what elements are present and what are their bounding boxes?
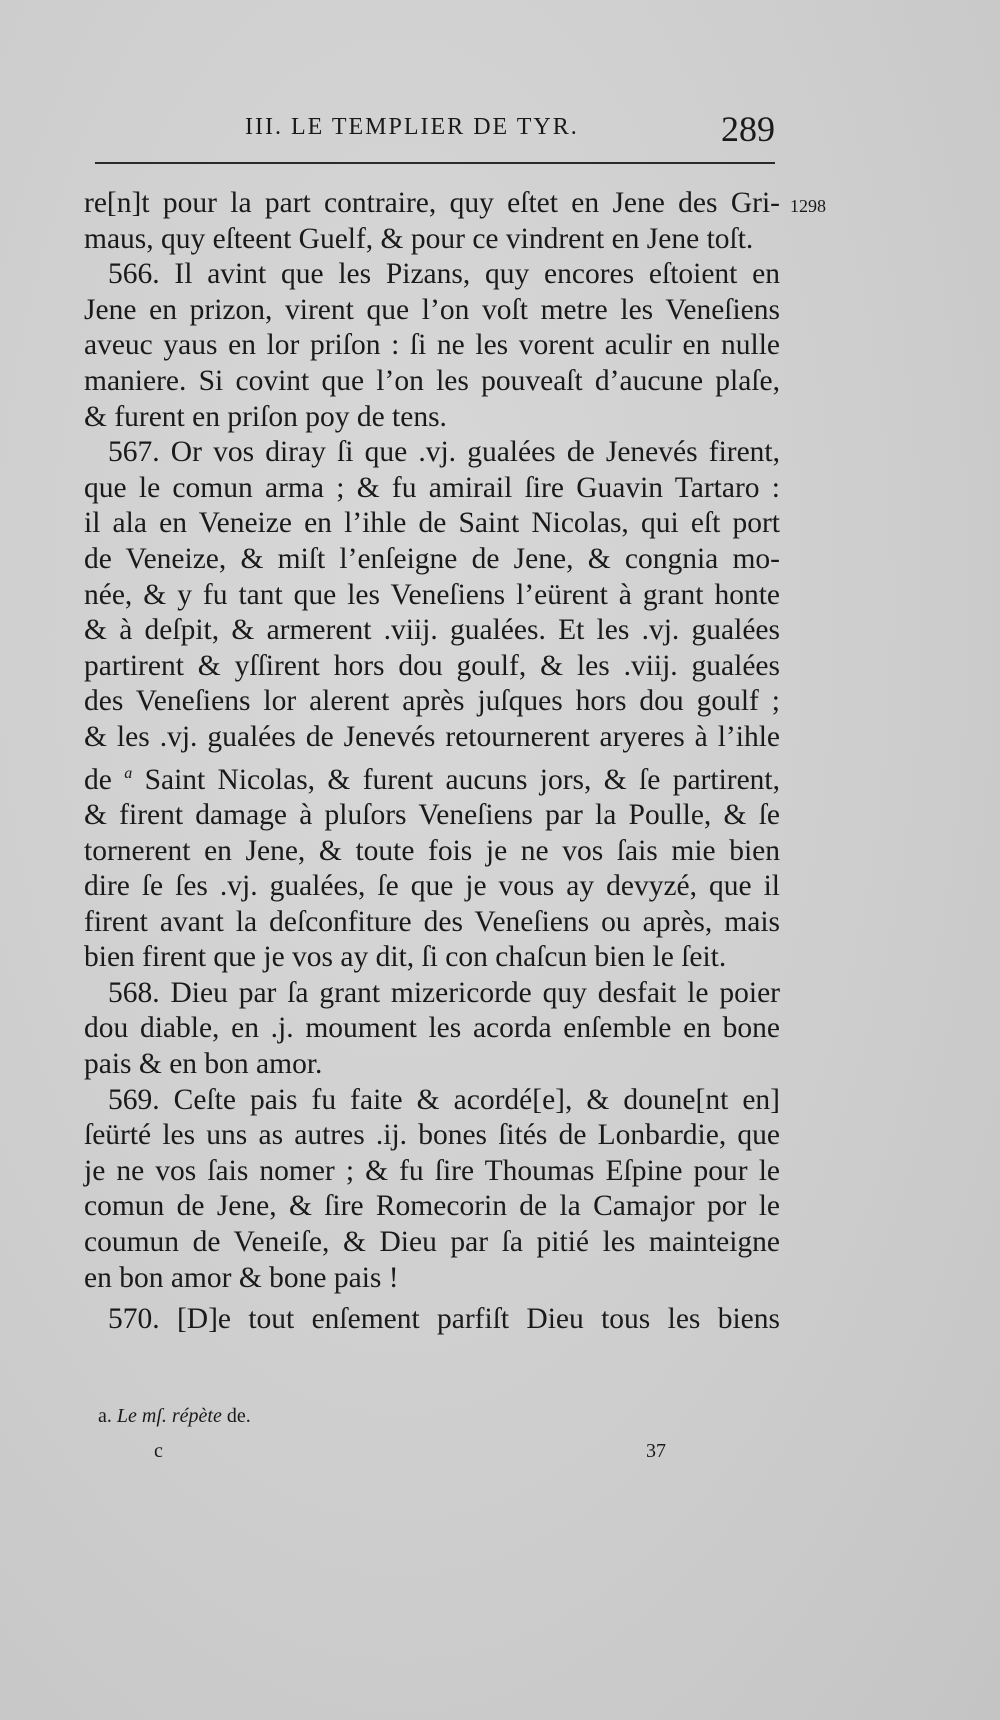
text-line: & furent en priſon poy de tens.: [84, 400, 447, 433]
text-line: firent avant la deſconfiture des Veneſiens ou après, mais: [84, 905, 780, 938]
margin-year: 1298: [790, 196, 826, 216]
folio-number: 37: [646, 1440, 666, 1462]
text-line: partirent & yſſirent hors dou goulf, & les .viij. gualées: [84, 649, 780, 682]
text-line: & firent damage à pluſors Veneſiens par la Poulle, & ſe: [84, 798, 780, 831]
text-line: de Veneize, & miſt l’enſeigne de Jene, & congnia mo-: [84, 542, 780, 575]
page-number: 289: [721, 109, 775, 149]
text-line: ſeürté les uns as autres .ij. bones ſités de Lonbardie, que: [84, 1119, 780, 1152]
text-line: en bon amor & bone pais !: [84, 1261, 399, 1294]
text-line: coumun de Veneiſe, & Dieu par ſa pitié les mainteigne: [84, 1226, 780, 1259]
text-line: comun de Jene, & ſire Romecorin de la Camajor por le: [84, 1190, 780, 1223]
text-line: re[n]t pour la part contraire, quy eſtet en Jene des Gri-: [84, 187, 780, 219]
text-line: & les .vj. gualées de Jenevés retournerent aryeres à l’ihle: [84, 720, 780, 753]
text-line-with-note: [84, 756, 780, 798]
text-line: 570. [D]e tout enſement parfiſt Dieu tous les biens: [108, 1303, 780, 1336]
text-line: dou diable, en .j. moument les acorda enſemble en bone: [84, 1012, 780, 1045]
text-fragment: Saint Nicolas, & furent aucuns jors, & ſe partirent,: [144, 763, 781, 796]
text-line: 567. Or vos diray ſi que .vj. gualées de Jenevés firent,: [108, 436, 780, 469]
text-line: & à deſpit, & armerent .viij. gualées. Et les .vj. gualées: [84, 614, 780, 647]
signature-mark: c: [154, 1440, 163, 1462]
text-line: dire ſe ſes .vj. gualées, ſe que je vous ay devyzé, que il: [84, 870, 780, 903]
text-line: bien firent que je vos ay dit, ſi con chaſcun bien le ſeit.: [84, 941, 727, 974]
footnote-text: de.: [226, 1405, 251, 1427]
text-line: je ne vos ſais nomer ; & fu ſire Thoumas Eſpine pour le: [84, 1154, 780, 1187]
text-line: née, & y fu tant que les Veneſiens l’eürent à grant honte: [84, 578, 780, 611]
text-line: aveuc yaus en lor priſon : ſi ne les vorent aculir en nulle: [84, 329, 780, 362]
footnote-label: a.: [98, 1405, 112, 1427]
text-line: 568. Dieu par ſa grant mizericorde quy desfait le poier: [108, 976, 780, 1009]
running-head: [95, 108, 775, 160]
text-fragment: de: [84, 763, 112, 796]
header-rule: [95, 162, 775, 164]
text-line: Jene en prizon, virent que l’on voſt metre les Veneſiens: [84, 293, 780, 326]
text-line: des Veneſiens lor alerent après juſques hors dou goulf ;: [84, 685, 780, 718]
running-title: III. LE TEMPLIER DE TYR.: [245, 114, 579, 140]
text-line: 566. Il avint que les Pizans, quy encores eſtoient en: [108, 258, 780, 291]
text-line: que le comun arma ; & fu amirail ſire Guavin Tartaro :: [84, 471, 780, 504]
text-line: pais & en bon amor.: [84, 1048, 323, 1081]
body-text: [84, 186, 780, 1338]
text-line: tornerent en Jene, & toute fois je ne vos ſais mie bien: [84, 834, 780, 867]
text-line: 569. Ceſte pais fu faite & acordé[e], & doune[nt en]: [108, 1083, 780, 1116]
text-line: maus, quy eſteent Guelf, & pour ce vindrent en Jene toſt.: [84, 222, 754, 255]
footnote: [98, 1405, 698, 1428]
footnote-marker: a: [124, 764, 133, 782]
footnote-italic: Le mſ. répète: [116, 1405, 222, 1427]
text-line: maniere. Si covint que l’on les pouveaſt d’aucune plaſe,: [84, 364, 780, 397]
text-line: il ala en Veneize en l’ihle de Saint Nicolas, qui eſt port: [84, 507, 780, 540]
